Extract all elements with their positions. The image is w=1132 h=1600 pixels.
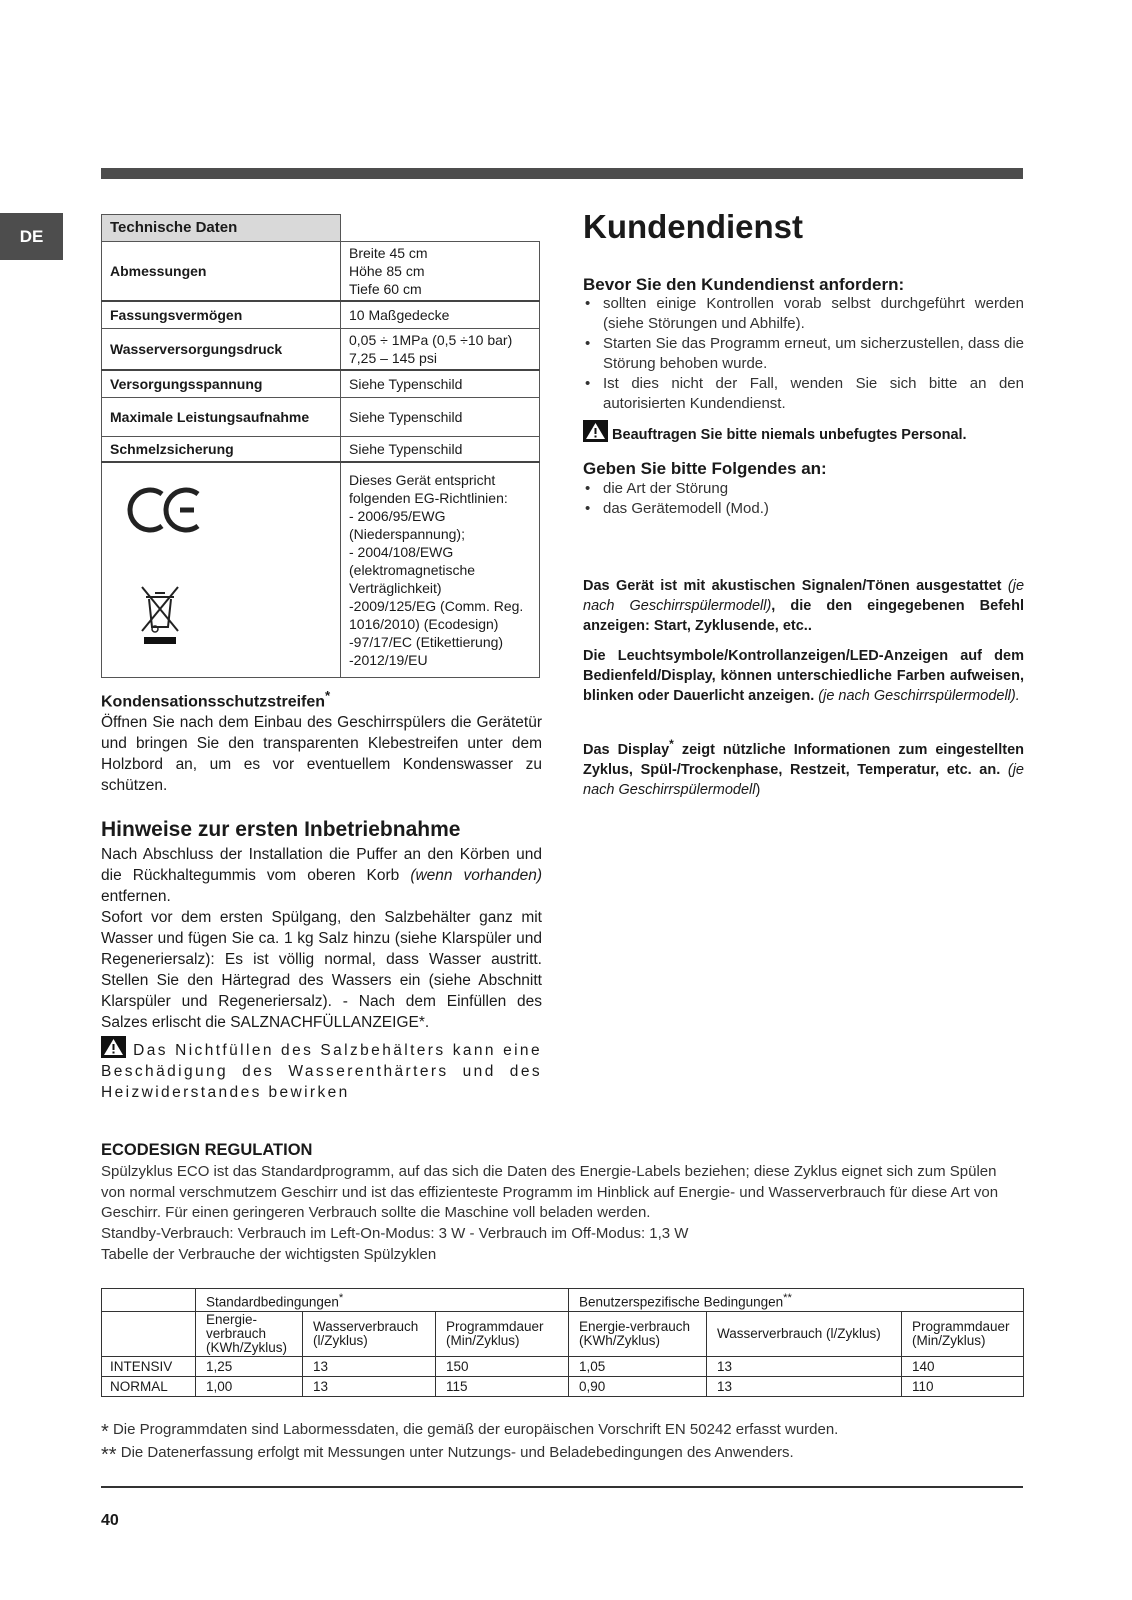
column-header: Wasserverbrauch (l/Zyklus)	[707, 1312, 902, 1357]
ecodesign-title: ECODESIGN REGULATION	[101, 1141, 313, 1159]
spec-value: 10 Maßgedecke	[341, 301, 540, 329]
footnote: * Die Programmdaten sind Labormessdaten, die gemäß der europäischen Vorschrift EN 50242 erfasst wurden.	[101, 1421, 839, 1443]
spec-value: Siehe Typenschild	[341, 437, 540, 463]
standby-text: Standby-Verbrauch: Verbrauch im Left-On-Modus: 3 W - Verbrauch im Off-Modus: 1,3 W	[101, 1225, 689, 1242]
kundendienst-title: Kundendienst	[583, 208, 803, 245]
spec-header: Technische Daten	[102, 215, 341, 242]
service-warning: Beauftragen Sie bitte niemals unbefugtes Personal.	[583, 420, 967, 443]
hinweise-title: Hinweise zur ersten Inbetriebnahme	[101, 818, 461, 841]
spec-label: Fassungsvermögen	[102, 301, 341, 329]
list-item: • Ist dies nicht der Fall, wenden Sie sich bitte an den autorisierten Kundendienst.	[583, 374, 1024, 414]
spec-value: Siehe Typenschild	[341, 398, 540, 437]
list-item: • sollten einige Kontrollen vorab selbst durchgeführt werden (siehe Störungen und Abhilfe).	[583, 294, 1024, 334]
info-list	[583, 479, 1024, 519]
group-header: Benutzerspezifische Bedingungen**	[569, 1289, 1024, 1312]
table-row: INTENSIV 1,25 13 150 1,05 13 140	[102, 1357, 1024, 1377]
ecodesign-text: Spülzyklus ECO ist das Standardprogramm, auf das sich die Daten des Energie-Labels beziehen; diese Zyklus eignet sich zum Spülen von normal verschmutzem Geschirr und ist das effizienteste Programm im Hinblick auf Energie- und Wasserverbrauch für diese Art von Geschirr. Für einen geringeren Verbrauch sollte die Maschine voll beladen werden.	[101, 1163, 999, 1221]
page-number: 40	[101, 1512, 119, 1529]
technical-data-table	[101, 214, 540, 678]
footer-rule	[101, 1486, 1023, 1488]
checklist	[583, 294, 1024, 414]
led-paragraph: Die Leuchtsymbole/Kontrollanzeigen/LED-Anzeigen auf dem Bedienfeld/Display, können unterschiedliche Farben aufweisen, blinken oder Dauerlicht anzeigen. (je nach Geschirrspülermodell).	[583, 648, 1024, 704]
language-tab: DE	[0, 213, 63, 260]
weee-bin-icon	[140, 583, 184, 647]
provide-info-heading: Geben Sie bitte Folgendes an:	[583, 459, 827, 478]
acoustic-signals-paragraph: Das Gerät ist mit akustischen Signalen/Tönen ausgestattet (je nach Geschirrspülermodell), die den eingegebenen Befehl anzeigen: Start, Zyklusende, etc..	[583, 578, 1025, 634]
column-header: Programmdauer (Min/Zyklus)	[436, 1312, 569, 1357]
spec-label: Maximale Leistungsaufnahme	[102, 398, 341, 437]
header-rule	[101, 168, 1023, 179]
spec-label: Wasserversorgungsdruck	[102, 329, 341, 371]
footnote: ** Die Datenerfassung erfolgt mit Messungen unter Nutzungs- und Beladebedingungen des Anwenders.	[101, 1444, 794, 1466]
kondens-title: Kondensationsschutzstreifen*	[101, 688, 331, 711]
spec-value: 0,05 ÷ 1MPa (0,5 ÷10 bar) 7,25 – 145 psi	[341, 329, 540, 371]
list-item: • Starten Sie das Programm erneut, um sicherzustellen, dass die Störung behoben wurde.	[583, 334, 1024, 374]
column-header: Energie-verbrauch (KWh/Zyklus)	[196, 1312, 303, 1357]
table-caption: Tabelle der Verbrauche der wichtigsten Spülzyklen	[101, 1246, 437, 1263]
spec-label: Abmessungen	[102, 242, 341, 302]
hinweise-text: Nach Abschluss der Installation die Puffer an den Körben und die Rückhaltegummis vom oberen Korb (wenn vorhanden) entfernen. Sofort vor dem ersten Spülgang, den Salzbehälter ganz mit Wasser und fügen Sie ca. 1 kg Salz hinzu (siehe Klarspüler und Regeneriersalz): Es ist völlig normal, dass Wasser austritt. Stellen Sie den Härtegrad des Wassers ein (siehe Abschnitt Klarspüler und Regeneriersalz). - Nach dem Einfüllen des Salzes erlischt die SALZNACHFÜLLANZEIGE*. Das Nichtfüllen des Salzbehälters kann eine Beschädigung des Wasserenthärters und des Heizwiderstandes bewirken	[101, 846, 542, 1101]
column-header: Programmdauer (Min/Zyklus)	[902, 1312, 1024, 1357]
column-header: Energie-verbrauch (KWh/Zyklus)	[569, 1312, 707, 1357]
list-item: • die Art der Störung	[583, 479, 1024, 499]
group-header: Standardbedingungen*	[196, 1289, 569, 1312]
display-paragraph: Das Display* zeigt nützliche Informationen zum eingestellten Zyklus, Spül-/Trockenphase, Restzeit, Temperatur, etc. an. (je nach Geschirrspülermodell)	[583, 737, 1024, 798]
spec-label: Versorgungsspannung	[102, 370, 341, 398]
warning-icon	[583, 420, 608, 442]
before-service-heading: Bevor Sie den Kundendienst anfordern:	[583, 275, 905, 294]
spec-value: Siehe Typenschild	[341, 370, 540, 398]
warning-icon	[101, 1036, 126, 1058]
spec-label: Schmelzsicherung	[102, 437, 341, 463]
consumption-table	[101, 1288, 1024, 1397]
list-item: • das Gerätemodell (Mod.)	[583, 499, 1024, 519]
directives-cell: Dieses Gerät entspricht folgenden EG-Richtlinien: - 2006/95/EWG (Niederspannung); - 2004/108/EWG (elektromagnetische Verträglichkeit) -2009/125/EG (Comm. Reg. 1016/2010) (Ecodesign) -97/17/EC (Etikettierung) -2012/19/EU	[341, 462, 540, 678]
kondens-text: Öffnen Sie nach dem Einbau des Geschirrspülers die Gerätetür und bringen Sie den transparenten Klebestreifen unter dem Holzbord an, um es vor eventuellem Kondenswasser zu schützen.	[101, 714, 542, 794]
table-row: NORMAL 1,00 13 115 0,90 13 110	[102, 1377, 1024, 1397]
symbols-cell	[102, 462, 341, 678]
spec-value: Breite 45 cm Höhe 85 cm Tiefe 60 cm	[341, 242, 540, 302]
column-header: Wasserverbrauch (l/Zyklus)	[303, 1312, 436, 1357]
